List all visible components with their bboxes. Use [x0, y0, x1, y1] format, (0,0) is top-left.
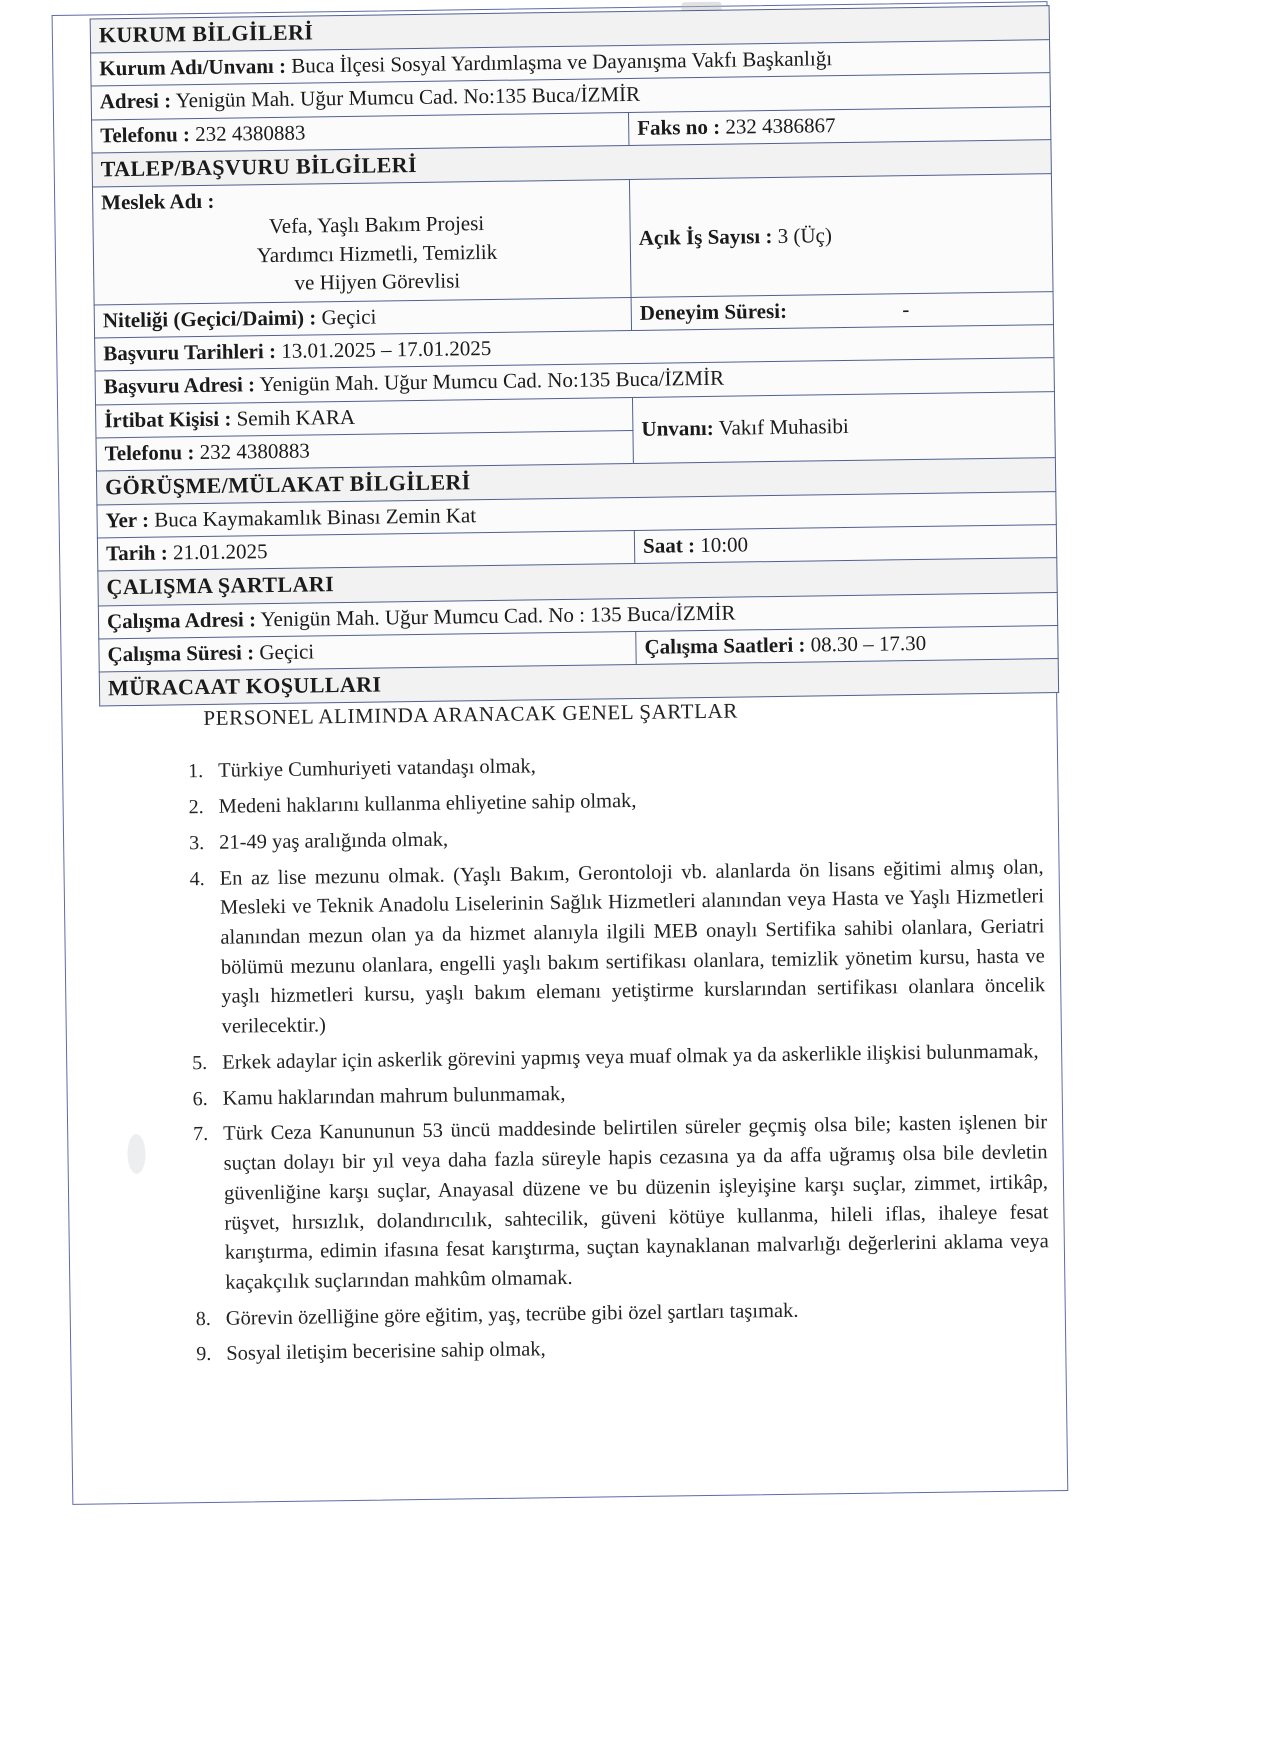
row-meslek	[92, 174, 1053, 306]
conditions-list	[142, 746, 1050, 1371]
label-calisma-saatleri: Çalışma Saatleri :	[644, 632, 806, 659]
section-title-kurum: KURUM BİLGİLERİ	[90, 6, 1049, 54]
label-gorusme-saat: Saat :	[642, 533, 696, 559]
list-item: 6. Kamu haklarından mahrum bulunmamak,	[213, 1073, 1047, 1114]
value-acik-is-sayisi: 3 (Üç)	[777, 222, 833, 248]
label-basvuru-tarihleri: Başvuru Tarihleri :	[103, 339, 277, 366]
list-item: 8. Görevin özelliğine göre eğitim, yaş, tecrübe gibi özel şartları taşımak.	[216, 1293, 1050, 1334]
meslek-line-2: Yardımcı Hizmetli, Temizlik	[256, 239, 498, 267]
value-faks: 232 4386867	[725, 112, 836, 139]
conditions-block	[141, 691, 1050, 1377]
list-item: 7. Türk Ceza Kanununun 53 üncü maddesinde belirtilen süreler geçmiş olsa bile; kasten işlenen bir suçtan dolayı bir yıl veya daha fazla süreyle hapis cezasına ya da affa uğramış olsa bile devletin güvenliğine karşı suçlar, Anayasal düzene ve bu düzenin işleyişine karşı suçlar, zimmet, irtikâp, rüşvet, hırsızlık, dolandırıcılık, sahtecilik, güveni kötüye kullanma, hileli iflas, ihaleye fesat karıştırma, edimin ifasına fesat karıştırma, suçtan kaynaklanan malvarlığı değerlerini aklama veya kaçakçılık suçlarından mahkûm olmamak.	[213, 1109, 1049, 1299]
list-item: 9. Sosyal iletişim becerisine sahip olmak,	[216, 1329, 1050, 1370]
section-title-talep: TALEP/BAŞVURU BİLGİLERİ	[92, 139, 1051, 187]
cell-meslek-adi	[92, 180, 631, 306]
label-basvuru-adresi: Başvuru Adresi :	[103, 372, 256, 399]
scan-smudge	[127, 1134, 146, 1174]
label-gorusme-tarih: Tarih :	[105, 540, 168, 566]
conditions-title: PERSONEL ALIMINDA ARANACAK GENEL ŞARTLAR	[203, 698, 739, 731]
label-meslek-adi: Meslek Adı :	[101, 188, 215, 215]
value-irtibat-kisisi: Semih KARA	[236, 404, 356, 431]
label-nitelik: Niteliği (Geçici/Daimi) :	[102, 305, 317, 333]
label-unvani: Unvanı:	[641, 416, 714, 442]
list-item: 2. Medeni haklarını kullanma ehliyetine sahip olmak,	[208, 781, 1042, 822]
value-adres: Yenigün Mah. Uğur Mumcu Cad. No:135 Buca/İZMİR	[175, 82, 641, 113]
cell-acik-is-sayisi	[629, 174, 1053, 298]
value-meslek-adi	[101, 207, 622, 299]
value-deneyim: -	[902, 297, 910, 322]
meslek-line-3: ve Hijyen Görevlisi	[294, 268, 461, 295]
value-basvuru-adresi: Yenigün Mah. Uğur Mumcu Cad. No:135 Buca/İZMİR	[259, 366, 725, 397]
label-telefon-talep: Telefonu :	[104, 439, 195, 466]
section-title-gorusme: GÖRÜŞME/MÜLAKAT BİLGİLERİ	[96, 457, 1055, 505]
meslek-line-1: Vefa, Yaşlı Bakım Projesi	[268, 211, 485, 239]
value-gorusme-saat: 10:00	[700, 532, 749, 558]
value-gorusme-tarih: 21.01.2025	[172, 539, 268, 565]
label-calisma-adresi: Çalışma Adresi :	[106, 607, 257, 634]
label-irtibat-kisisi: İrtibat Kişisi :	[104, 406, 232, 432]
scanned-document-sheet	[52, 1, 1073, 1515]
label-faks: Faks no :	[637, 114, 721, 140]
value-unvani: Vakıf Muhasibi	[718, 414, 849, 440]
list-item: 4. En az lise mezunu olmak. (Yaşlı Bakım, Gerontoloji vb. alanlarda ön lisans eğitimi almış olan, Mesleki ve Teknik Anadolu Liselerinin Sağlık Hizmetleri alanından veya Hasta ve Yaşlı Hizmetleri alanından mezun olan ya da hizmet alanıyla ilgili MEB onaylı Sertifika sahibi olanlara, Geriatri bölümü mezunu olanlara, engelli yaşlı bakım sertifikası olanlara, temizlik yönetim kursu, hasta ve yaşlı hizmetleri kursu, yaşlı bakım elemanı yetiştirme kurslarından sertifikası olanlara öncelik verilecektir.)	[209, 853, 1045, 1043]
section-title-calisma: ÇALIŞMA ŞARTLARI	[98, 558, 1057, 606]
value-nitelik: Geçici	[321, 304, 377, 330]
job-posting-table	[90, 5, 1060, 707]
list-item: 3. 21-49 yaş aralığında olmak,	[209, 817, 1043, 858]
list-item: 1. Türkiye Cumhuriyeti vatandaşı olmak,	[208, 746, 1042, 787]
label-telefon: Telefonu :	[100, 121, 191, 147]
label-calisma-suresi: Çalışma Süresi :	[107, 640, 255, 667]
value-calisma-saatleri: 08.30 – 17.30	[810, 630, 927, 657]
cell-unvani	[632, 391, 1055, 463]
label-acik-is-sayisi: Açık İş Sayısı :	[638, 223, 773, 250]
value-calisma-suresi: Geçici	[259, 639, 315, 665]
value-gorusme-yer: Buca Kaymakamlık Binası Zemin Kat	[154, 503, 477, 532]
value-telefon: 232 4380883	[194, 120, 306, 146]
value-kurum-adi: Buca İlçesi Sosyal Yardımlaşma ve Dayanışma Vakfı Başkanlığı	[291, 46, 833, 79]
value-calisma-adresi: Yenigün Mah. Uğur Mumcu Cad. No : 135 Buca/İZMİR	[260, 600, 736, 631]
section-title-muracaat: MÜRACAAT KOŞULLARI	[99, 659, 1058, 707]
label-kurum-adi: Kurum Adı/Unvanı :	[99, 54, 287, 81]
label-deneyim: Deneyim Süresi:	[639, 299, 788, 326]
value-telefon-talep: 232 4380883	[199, 438, 311, 464]
label-adres: Adresi :	[99, 88, 172, 114]
list-item: 5. Erkek adaylar için askerlik görevini yapmış veya muaf olmak ya da askerlikle ilişkisi bulunmamak,	[212, 1037, 1046, 1078]
value-basvuru-tarihleri: 13.01.2025 – 17.01.2025	[281, 336, 492, 364]
label-gorusme-yer: Yer :	[105, 507, 150, 533]
